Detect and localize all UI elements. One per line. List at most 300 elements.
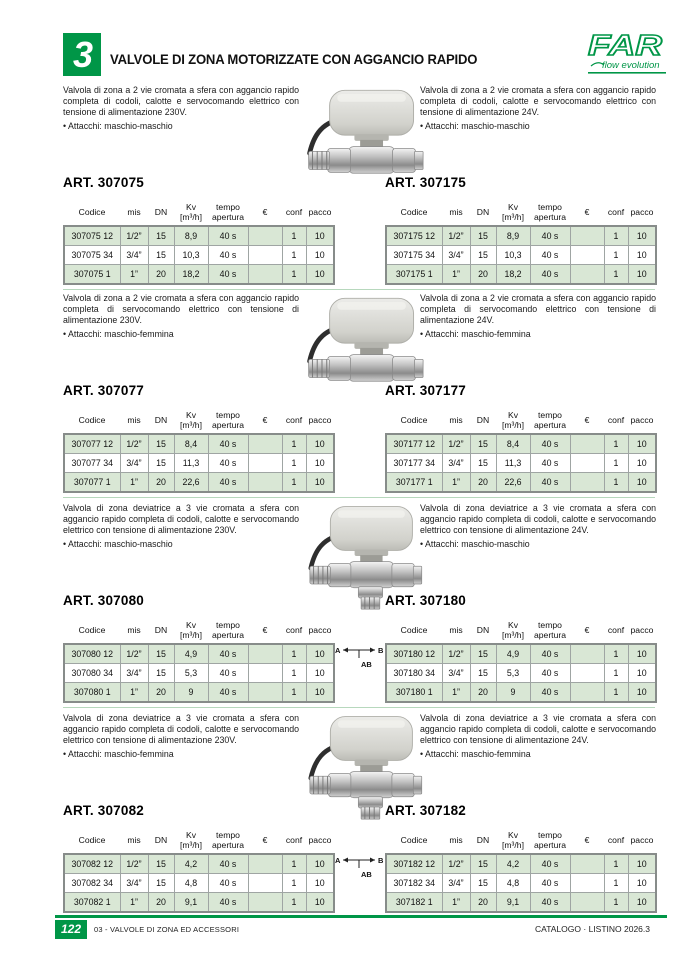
column-header: conf bbox=[607, 414, 625, 425]
table-cell: 15 bbox=[148, 854, 174, 874]
table-cell: 307180 12 bbox=[386, 644, 442, 664]
table-cell: 20 bbox=[470, 893, 496, 913]
table-cell bbox=[570, 454, 604, 473]
table-header-row bbox=[64, 409, 334, 434]
column-header: conf bbox=[607, 624, 625, 635]
table-cell: 10 bbox=[628, 454, 656, 473]
product-description bbox=[420, 85, 656, 132]
table-cell: 1 bbox=[282, 683, 306, 703]
table-cell: 8,9 bbox=[496, 226, 530, 246]
table-cell: 1 bbox=[604, 265, 628, 285]
table-row bbox=[386, 226, 656, 246]
table-cell: 4,9 bbox=[496, 644, 530, 664]
article-number: ART. 307080 bbox=[63, 593, 144, 608]
table-cell: 307177 34 bbox=[386, 454, 442, 473]
table-cell: 15 bbox=[470, 644, 496, 664]
column-header: conf bbox=[607, 206, 625, 217]
table-cell: 1 bbox=[604, 893, 628, 913]
table-cell: 4,2 bbox=[496, 854, 530, 874]
table-cell: 1/2” bbox=[442, 434, 470, 454]
table-cell bbox=[248, 664, 282, 683]
table-cell: 307075 1 bbox=[64, 265, 120, 285]
table-cell: 1/2” bbox=[442, 644, 470, 664]
description-text: Valvola di zona a 2 vie cromata a sfera con aggancio rapido completa di codoli, calotte e servocomando elettrico con tensione di alimentazione 230V. bbox=[63, 85, 299, 117]
table-row bbox=[64, 644, 334, 664]
table-row bbox=[64, 434, 334, 454]
table-cell: 307075 12 bbox=[64, 226, 120, 246]
column-header: tempo apertura bbox=[211, 620, 244, 640]
table-header-row bbox=[64, 619, 334, 644]
table-cell: 20 bbox=[148, 683, 174, 703]
table-cell: 20 bbox=[148, 893, 174, 913]
table-cell: 10,3 bbox=[174, 246, 208, 265]
column-header: € bbox=[262, 206, 268, 217]
logo-tagline: flow evolution bbox=[602, 60, 660, 71]
table-cell: 11,3 bbox=[174, 454, 208, 473]
table-cell bbox=[570, 473, 604, 493]
table-cell: 307080 12 bbox=[64, 644, 120, 664]
diagram-label-ab: AB bbox=[361, 660, 372, 669]
table-cell: 15 bbox=[470, 454, 496, 473]
table-cell: 3/4” bbox=[442, 454, 470, 473]
footer-catalog-label: CATALOGO · LISTINO 2026.3 bbox=[535, 924, 650, 934]
column-header: pacco bbox=[630, 206, 654, 217]
column-header: € bbox=[262, 834, 268, 845]
table-row bbox=[386, 265, 656, 285]
table-cell: 40 s bbox=[530, 434, 570, 454]
section-2vie-servocomando bbox=[63, 293, 655, 498]
product-description bbox=[420, 713, 656, 760]
article-number: ART. 307082 bbox=[63, 803, 144, 818]
table-cell: 40 s bbox=[530, 644, 570, 664]
column-header: € bbox=[584, 834, 590, 845]
column-header: mis bbox=[449, 414, 463, 425]
table-cell: 40 s bbox=[208, 265, 248, 285]
table-cell bbox=[570, 893, 604, 913]
table-cell: 307175 12 bbox=[386, 226, 442, 246]
logo-underline bbox=[588, 72, 666, 74]
column-header: tempo apertura bbox=[533, 620, 566, 640]
column-header: pacco bbox=[630, 834, 654, 845]
table-cell: 1” bbox=[442, 265, 470, 285]
column-header: tempo apertura bbox=[211, 202, 244, 222]
table-cell: 307177 1 bbox=[386, 473, 442, 493]
table-cell: 4,8 bbox=[174, 874, 208, 893]
table-cell: 40 s bbox=[530, 246, 570, 265]
table-cell: 10 bbox=[306, 265, 334, 285]
table-cell: 1 bbox=[282, 874, 306, 893]
table-cell: 4,8 bbox=[496, 874, 530, 893]
column-header: pacco bbox=[308, 624, 332, 635]
table-cell bbox=[248, 226, 282, 246]
table-cell: 15 bbox=[148, 246, 174, 265]
table-cell: 8,9 bbox=[174, 226, 208, 246]
table-cell: 10 bbox=[306, 893, 334, 913]
table-cell: 40 s bbox=[208, 226, 248, 246]
table-row bbox=[386, 854, 656, 874]
table-cell: 1” bbox=[120, 265, 148, 285]
table-cell: 5,3 bbox=[174, 664, 208, 683]
column-header: Kv [m³/h] bbox=[180, 620, 202, 640]
table-cell: 15 bbox=[470, 246, 496, 265]
table-cell: 18,2 bbox=[174, 265, 208, 285]
table-cell: 10 bbox=[306, 664, 334, 683]
table-cell: 40 s bbox=[208, 434, 248, 454]
table-cell: 40 s bbox=[530, 664, 570, 683]
column-header: Kv [m³/h] bbox=[502, 620, 524, 640]
table-cell: 10 bbox=[628, 644, 656, 664]
table-cell: 10 bbox=[628, 854, 656, 874]
product-description bbox=[63, 293, 299, 340]
column-header: tempo apertura bbox=[533, 202, 566, 222]
diagram-label-a: A bbox=[335, 646, 341, 655]
section-2vie-codoli bbox=[63, 85, 655, 290]
table-row bbox=[64, 893, 334, 913]
table-cell: 1” bbox=[120, 683, 148, 703]
table-cell: 3/4” bbox=[120, 874, 148, 893]
table-cell: 307075 34 bbox=[64, 246, 120, 265]
table-cell: 9,1 bbox=[174, 893, 208, 913]
column-header: € bbox=[584, 414, 590, 425]
table-cell: 1/2” bbox=[120, 644, 148, 664]
table-cell: 1/2” bbox=[442, 854, 470, 874]
table-cell: 3/4” bbox=[442, 874, 470, 893]
table-cell: 10 bbox=[628, 265, 656, 285]
table-cell bbox=[570, 874, 604, 893]
price-table-wrap bbox=[385, 829, 657, 913]
column-header: DN bbox=[476, 624, 490, 635]
far-logo bbox=[586, 28, 670, 76]
table-cell: 10 bbox=[628, 226, 656, 246]
table-cell bbox=[248, 434, 282, 454]
column-header: DN bbox=[476, 414, 490, 425]
column-header: mis bbox=[127, 414, 141, 425]
table-cell: 307082 34 bbox=[64, 874, 120, 893]
product-description bbox=[63, 713, 299, 760]
price-table-wrap bbox=[385, 201, 657, 285]
table-cell: 307182 1 bbox=[386, 893, 442, 913]
table-cell: 307182 34 bbox=[386, 874, 442, 893]
table-cell: 10 bbox=[306, 473, 334, 493]
column-header: € bbox=[584, 206, 590, 217]
table-cell: 15 bbox=[148, 664, 174, 683]
column-header: conf bbox=[607, 834, 625, 845]
table-row bbox=[64, 854, 334, 874]
far-logo-text: FAR bbox=[588, 30, 663, 62]
column-header: € bbox=[262, 414, 268, 425]
table-cell: 1 bbox=[282, 664, 306, 683]
price-table bbox=[63, 409, 335, 493]
description-text: Valvola di zona a 2 vie cromata a sfera con aggancio rapido completa di codoli, calotte e servocomando elettrico con tensione di alimentazione 24V. bbox=[420, 85, 656, 117]
table-cell: 1 bbox=[604, 664, 628, 683]
table-cell: 20 bbox=[470, 473, 496, 493]
table-header-row bbox=[386, 409, 656, 434]
table-cell: 307177 12 bbox=[386, 434, 442, 454]
table-cell: 10 bbox=[306, 644, 334, 664]
price-table bbox=[385, 829, 657, 913]
table-cell: 40 s bbox=[530, 683, 570, 703]
table-cell bbox=[248, 473, 282, 493]
table-cell bbox=[248, 683, 282, 703]
table-cell: 15 bbox=[470, 854, 496, 874]
table-cell: 20 bbox=[470, 683, 496, 703]
table-cell: 10 bbox=[628, 874, 656, 893]
column-header: Kv [m³/h] bbox=[180, 830, 202, 850]
price-table bbox=[63, 619, 335, 703]
table-header-row bbox=[386, 829, 656, 854]
table-cell: 1 bbox=[282, 265, 306, 285]
section-3vie-codoli bbox=[63, 503, 655, 708]
column-header: pacco bbox=[308, 414, 332, 425]
table-cell: 15 bbox=[470, 434, 496, 454]
table-cell: 40 s bbox=[208, 683, 248, 703]
table-cell: 10,3 bbox=[496, 246, 530, 265]
column-header: pacco bbox=[630, 414, 654, 425]
table-row bbox=[64, 226, 334, 246]
table-cell bbox=[248, 893, 282, 913]
column-header: DN bbox=[476, 834, 490, 845]
table-cell: 40 s bbox=[208, 874, 248, 893]
flow-diagram-wrap bbox=[334, 641, 384, 680]
table-cell: 1 bbox=[604, 246, 628, 265]
column-header: Codice bbox=[78, 834, 106, 845]
table-cell: 22,6 bbox=[174, 473, 208, 493]
column-header: DN bbox=[154, 834, 168, 845]
table-cell: 307082 1 bbox=[64, 893, 120, 913]
table-cell: 1 bbox=[282, 473, 306, 493]
price-table-wrap bbox=[385, 409, 657, 493]
article-number: ART. 307180 bbox=[385, 593, 466, 608]
column-header: conf bbox=[285, 414, 303, 425]
table-cell: 22,6 bbox=[496, 473, 530, 493]
column-header: mis bbox=[127, 834, 141, 845]
table-cell: 4,2 bbox=[174, 854, 208, 874]
table-cell: 307082 12 bbox=[64, 854, 120, 874]
table-cell bbox=[248, 644, 282, 664]
article-number: ART. 307177 bbox=[385, 383, 466, 398]
table-cell: 40 s bbox=[530, 265, 570, 285]
table-cell: 1/2” bbox=[120, 434, 148, 454]
product-description bbox=[420, 293, 656, 340]
table-cell: 1 bbox=[604, 226, 628, 246]
table-cell: 307080 34 bbox=[64, 664, 120, 683]
table-cell: 307175 34 bbox=[386, 246, 442, 265]
footer-section-label: 03 - VALVOLE DI ZONA ED ACCESSORI bbox=[94, 925, 240, 934]
table-cell: 9,1 bbox=[496, 893, 530, 913]
table-cell: 8,4 bbox=[174, 434, 208, 454]
table-cell: 10 bbox=[306, 874, 334, 893]
column-header: DN bbox=[154, 414, 168, 425]
attacchi-note: • Attacchi: maschio-maschio bbox=[63, 539, 299, 550]
table-cell: 15 bbox=[470, 664, 496, 683]
table-cell: 1” bbox=[120, 893, 148, 913]
table-cell: 10 bbox=[306, 454, 334, 473]
table-cell: 307180 34 bbox=[386, 664, 442, 683]
table-cell bbox=[570, 644, 604, 664]
table-cell: 15 bbox=[148, 434, 174, 454]
table-cell: 15 bbox=[148, 454, 174, 473]
page-title: VALVOLE DI ZONA MOTORIZZATE CON AGGANCIO RAPIDO bbox=[110, 52, 478, 67]
column-header: pacco bbox=[308, 206, 332, 217]
column-header: pacco bbox=[308, 834, 332, 845]
table-cell: 8,4 bbox=[496, 434, 530, 454]
column-header: conf bbox=[285, 624, 303, 635]
column-header: Codice bbox=[78, 206, 106, 217]
table-cell: 307182 12 bbox=[386, 854, 442, 874]
table-cell bbox=[570, 246, 604, 265]
table-cell bbox=[570, 226, 604, 246]
diagram-label-b: B bbox=[378, 646, 384, 655]
table-cell bbox=[570, 664, 604, 683]
table-cell: 3/4” bbox=[442, 246, 470, 265]
price-table-wrap bbox=[63, 619, 335, 703]
table-cell: 4,9 bbox=[174, 644, 208, 664]
table-cell: 9 bbox=[174, 683, 208, 703]
table-cell: 11,3 bbox=[496, 454, 530, 473]
page-number-badge: 122 bbox=[55, 920, 87, 939]
table-cell: 10 bbox=[306, 854, 334, 874]
table-cell: 10 bbox=[306, 226, 334, 246]
table-cell: 3/4” bbox=[120, 664, 148, 683]
table-cell: 40 s bbox=[208, 664, 248, 683]
table-header-row bbox=[386, 619, 656, 644]
table-row bbox=[386, 434, 656, 454]
table-cell: 10 bbox=[628, 893, 656, 913]
column-header: conf bbox=[285, 834, 303, 845]
column-header: tempo apertura bbox=[211, 410, 244, 430]
table-cell: 1 bbox=[604, 473, 628, 493]
table-row bbox=[64, 246, 334, 265]
table-cell: 1/2” bbox=[120, 226, 148, 246]
table-cell: 1 bbox=[604, 854, 628, 874]
column-header: mis bbox=[449, 206, 463, 217]
attacchi-note: • Attacchi: maschio-femmina bbox=[63, 749, 299, 760]
column-header: tempo apertura bbox=[533, 410, 566, 430]
table-cell: 10 bbox=[628, 246, 656, 265]
table-cell: 1 bbox=[282, 893, 306, 913]
table-cell: 15 bbox=[148, 874, 174, 893]
description-text: Valvola di zona deviatrice a 3 vie cromata a sfera con aggancio rapido completa di codoli, calotte e servocomando elettrico con tensione di alimentazione 24V. bbox=[420, 713, 656, 745]
column-header: DN bbox=[154, 624, 168, 635]
table-cell: 307077 34 bbox=[64, 454, 120, 473]
table-cell: 10 bbox=[628, 683, 656, 703]
column-header: DN bbox=[154, 206, 168, 217]
price-table bbox=[63, 201, 335, 285]
table-cell: 20 bbox=[148, 473, 174, 493]
column-header: tempo apertura bbox=[211, 830, 244, 850]
price-table bbox=[385, 409, 657, 493]
column-header: € bbox=[262, 624, 268, 635]
diagram-label-a: A bbox=[335, 856, 341, 865]
column-header: Kv [m³/h] bbox=[502, 830, 524, 850]
price-table bbox=[385, 619, 657, 703]
table-cell: 307175 1 bbox=[386, 265, 442, 285]
table-cell bbox=[248, 265, 282, 285]
footer-rule bbox=[55, 915, 667, 918]
column-header: mis bbox=[127, 624, 141, 635]
table-cell: 307180 1 bbox=[386, 683, 442, 703]
chapter-number: 3 bbox=[72, 34, 94, 75]
column-header: mis bbox=[449, 624, 463, 635]
price-table-wrap bbox=[63, 201, 335, 285]
table-cell: 1” bbox=[442, 683, 470, 703]
table-cell: 1 bbox=[604, 454, 628, 473]
table-cell: 40 s bbox=[530, 874, 570, 893]
table-cell bbox=[248, 854, 282, 874]
table-cell: 20 bbox=[148, 265, 174, 285]
column-header: mis bbox=[127, 206, 141, 217]
table-cell: 3/4” bbox=[442, 664, 470, 683]
table-cell bbox=[248, 454, 282, 473]
table-cell: 15 bbox=[470, 226, 496, 246]
column-header: Codice bbox=[78, 624, 106, 635]
table-cell: 10 bbox=[306, 434, 334, 454]
table-row bbox=[386, 874, 656, 893]
table-cell: 1 bbox=[282, 854, 306, 874]
table-cell: 10 bbox=[306, 683, 334, 703]
table-cell: 40 s bbox=[208, 854, 248, 874]
product-description bbox=[420, 503, 656, 550]
table-cell: 1/2” bbox=[442, 226, 470, 246]
column-header: Kv [m³/h] bbox=[502, 202, 524, 222]
table-cell: 40 s bbox=[208, 473, 248, 493]
article-number: ART. 307077 bbox=[63, 383, 144, 398]
table-cell bbox=[570, 265, 604, 285]
table-row bbox=[386, 246, 656, 265]
column-header: Kv [m³/h] bbox=[180, 410, 202, 430]
table-cell: 1/2” bbox=[120, 854, 148, 874]
table-cell: 1 bbox=[604, 874, 628, 893]
table-cell: 40 s bbox=[208, 246, 248, 265]
table-header-row bbox=[64, 201, 334, 226]
table-cell: 10 bbox=[628, 664, 656, 683]
article-number: ART. 307182 bbox=[385, 803, 466, 818]
table-cell: 40 s bbox=[530, 454, 570, 473]
attacchi-note: • Attacchi: maschio-femmina bbox=[420, 329, 656, 340]
table-row bbox=[64, 473, 334, 493]
table-cell bbox=[248, 246, 282, 265]
table-header-row bbox=[64, 829, 334, 854]
column-header: Codice bbox=[78, 414, 106, 425]
table-header-row bbox=[386, 201, 656, 226]
table-cell: 1 bbox=[282, 644, 306, 664]
article-number: ART. 307175 bbox=[385, 175, 466, 190]
table-cell bbox=[248, 874, 282, 893]
column-header: conf bbox=[285, 206, 303, 217]
table-row bbox=[64, 683, 334, 703]
table-cell: 40 s bbox=[530, 893, 570, 913]
table-cell: 40 s bbox=[208, 454, 248, 473]
table-cell: 307077 12 bbox=[64, 434, 120, 454]
table-cell: 1 bbox=[604, 644, 628, 664]
table-row bbox=[386, 644, 656, 664]
flow-diagram bbox=[334, 851, 384, 885]
table-cell: 40 s bbox=[530, 226, 570, 246]
table-cell: 5,3 bbox=[496, 664, 530, 683]
column-header: DN bbox=[476, 206, 490, 217]
diagram-label-ab: AB bbox=[361, 870, 372, 879]
table-cell: 15 bbox=[470, 874, 496, 893]
price-table-wrap bbox=[385, 619, 657, 703]
table-cell: 40 s bbox=[530, 473, 570, 493]
table-row bbox=[64, 454, 334, 473]
column-header: tempo apertura bbox=[533, 830, 566, 850]
table-cell: 10 bbox=[306, 246, 334, 265]
table-row bbox=[64, 874, 334, 893]
table-cell: 1” bbox=[442, 473, 470, 493]
table-cell: 18,2 bbox=[496, 265, 530, 285]
price-table-wrap bbox=[63, 409, 335, 493]
